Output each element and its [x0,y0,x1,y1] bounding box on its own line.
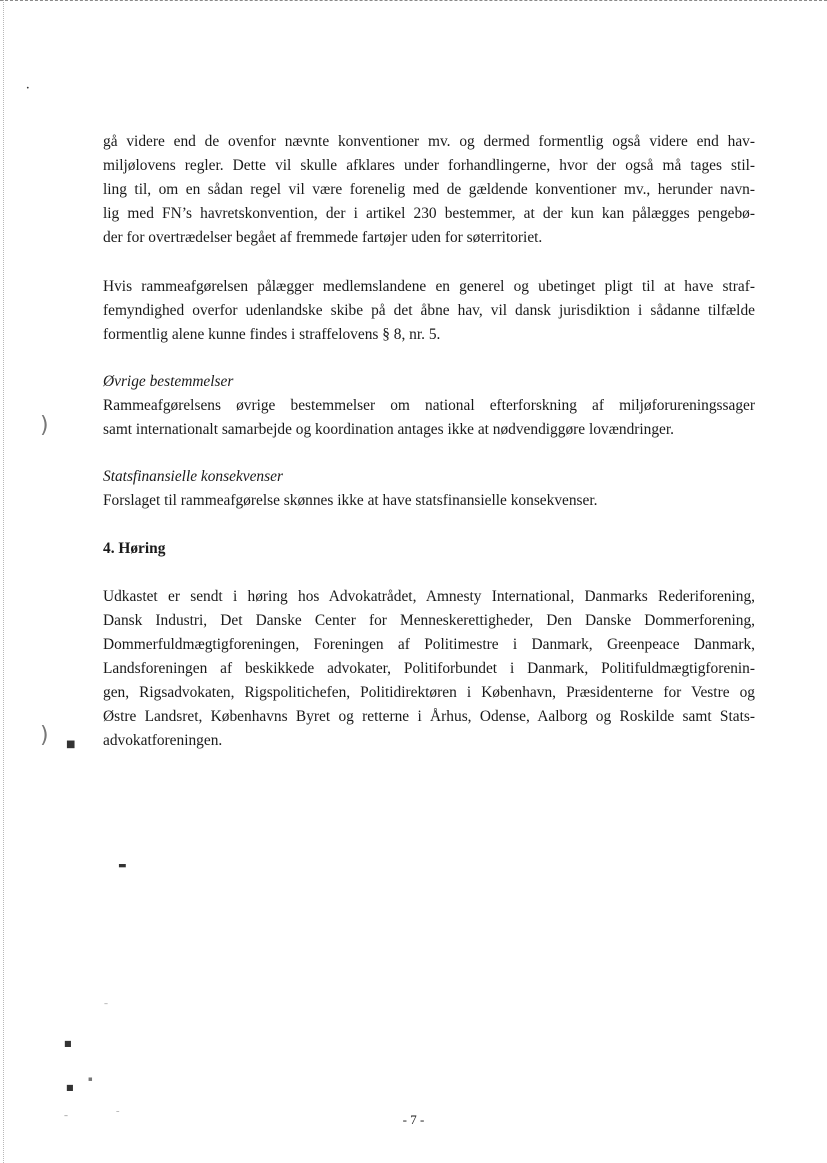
text-line: Udkastet er sendt i høring hos Advokatrådet, Amnesty International, Danmarks Rederiforening, [103,588,755,605]
text-line: ling til, om en sådan regel vil være forenelig med de gældende konventioner mv., herunder navn- [103,181,755,198]
text-line: der for overtrædelser begået af fremmede fartøjer uden for søterritoriet. [103,229,543,246]
scan-speck: ▪ [88,1075,93,1083]
text-line: advokatforeningen. [103,732,223,749]
section-horing-body [103,585,755,753]
scan-edge-left [3,0,5,1163]
page-number: - 7 - [402,1112,425,1127]
text-line: Østre Landsret, Københavns Byret og retterne i Århus, Odense, Aalborg og Roskilde samt Stats- [103,708,755,725]
text-line: lig med FN’s havretskonvention, der i artikel 230 bestemmer, at der kun kan pålægges pengebø- [103,205,755,222]
text-line: Landsforeningen af beskikkede advokater, Politiforbundet i Danmark, Politifuldmægtigforenin- [103,660,755,677]
scan-speck: – [104,999,108,1008]
text-line: Dommerfuldmægtigforeningen, Foreningen af Politimestre i Danmark, Greenpeace Danmark, [103,636,755,653]
scan-speck: ▬ [118,861,127,871]
paragraph-1 [103,130,755,250]
text-line: gen, Rigsadvokaten, Rigspolitichefen, Politidirektøren i København, Præsidenterne for Vestre og [103,684,755,701]
text-line: femyndighed overfor udenlandske skibe på det åbne hav, vil dansk jurisdiktion i sådanne tilfælde [103,302,755,319]
section-ovrige-bestemmelser [103,370,755,442]
text-line: Forslaget til rammeafgørelse skønnes ikke at have statsfinansielle konsekvenser. [103,492,598,509]
section-horing-heading [103,537,755,561]
scan-speck: • [26,85,30,92]
section-heading: Øvrige bestemmelser [103,373,234,390]
section-heading: 4. Høring [103,540,166,557]
section-heading: Statsfinansielle konsekvenser [103,468,283,485]
text-line: formentlig alene kunne findes i straffelovens § 8, nr. 5. [103,326,441,343]
text-line: gå videre end de ovenfor nævnte konventioner mv. og dermed formentlig også videre end hav- [103,133,755,150]
text-line: Rammeafgørelsens øvrige bestemmelser om national efterforskning af miljøforureningssager [103,397,755,414]
scan-speck: ■ [66,1083,74,1092]
scan-bracket-mark: ) [40,413,49,438]
scan-speck: – [116,1107,120,1115]
text-line: Dansk Industri, Det Danske Center for Menneskerettigheder, Den Danske Dommerforening, [103,612,755,629]
scan-speck: – [64,1111,68,1120]
scan-bracket-mark: ) [40,723,49,748]
paragraph-2 [103,275,755,347]
text-line: Hvis rammeafgørelsen pålægger medlemslandene en generel og ubetinget pligt til at have straf- [103,278,755,295]
scan-edge-top [0,0,827,3]
scan-speck: ■ [64,1039,72,1048]
section-statsfinansielle-konsekvenser [103,465,755,513]
text-line: miljølovens regler. Dette vil skulle afklares under forhandlingerne, hvor der også må tages stil- [103,157,755,174]
text-line: samt internationalt samarbejde og koordination antages ikke at nødvendiggøre lovændringer. [103,421,675,438]
scan-speck: ■ [66,739,76,750]
